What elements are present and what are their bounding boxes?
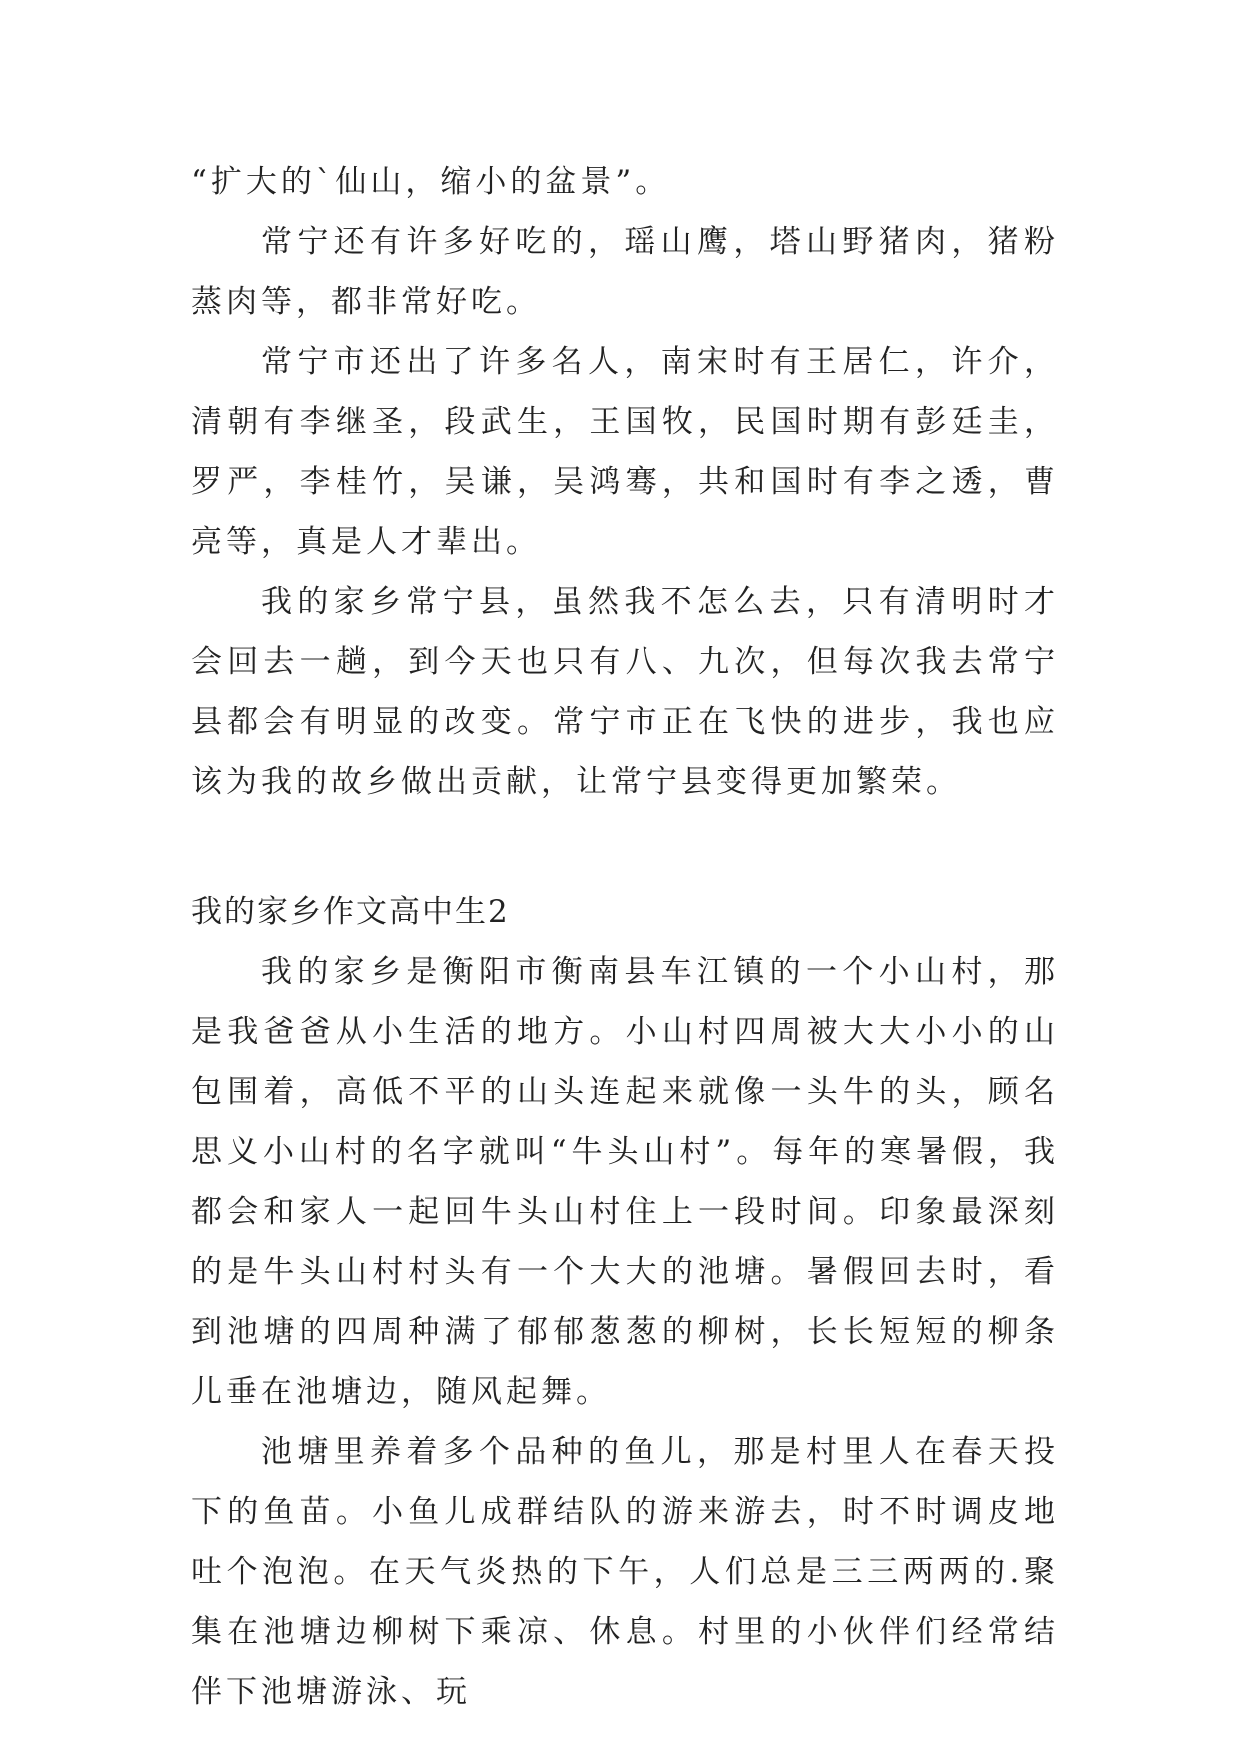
document-body: [191, 152, 1059, 1722]
paragraph-famous-people: 常宁市还出了许多名人，南宋时有王居仁，许介，清朝有李继圣，段武生，王国牧，民国时期有彭廷圭，罗严，李桂竹，吴谦，吴鸿骞，共和国时有李之透，曹亮等，真是人才辈出。: [191, 344, 1059, 560]
essay-heading: 我的家乡作文高中生2: [191, 894, 510, 930]
paragraph-village-description: 我的家乡是衡阳市衡南县车江镇的一个小山村，那是我爸爸从小生活的地方。小山村四周被大大小小的山包围着，高低不平的山头连起来就像一头牛的头，顾名思义小山村的名字就叫“牛头山村”。每年的寒暑假，我都会和家人一起回牛头山村住上一段时间。印象最深刻的是牛头山村村头有一个大大的池塘。暑假回去时，看到池塘的四周种满了郁郁葱葱的柳树，长长短短的柳条儿垂在池塘边，随风起舞。: [191, 954, 1059, 1410]
paragraph-local-food: 常宁还有许多好吃的，瑶山鹰，塔山野猪肉，猪粉蒸肉等，都非常好吃。: [191, 224, 1059, 320]
paragraph-quote-ending: “扩大的`仙山，缩小的盆景”。: [191, 164, 671, 200]
paragraph-hometown-changes: 我的家乡常宁县，虽然我不怎么去，只有清明时才会回去一趟，到今天也只有八、九次，但每次我去常宁县都会有明显的改变。常宁市正在飞快的进步，我也应该为我的故乡做出贡献，让常宁县变得更加繁荣。: [191, 584, 1059, 800]
paragraph-pond-fish: 池塘里养着多个品种的鱼儿，那是村里人在春天投下的鱼苗。小鱼儿成群结队的游来游去，时不时调皮地吐个泡泡。在天气炎热的下午，人们总是三三两两的.聚集在池塘边柳树下乘凉、休息。村里的小伙伴们经常结伴下池塘游泳、玩: [191, 1434, 1059, 1710]
